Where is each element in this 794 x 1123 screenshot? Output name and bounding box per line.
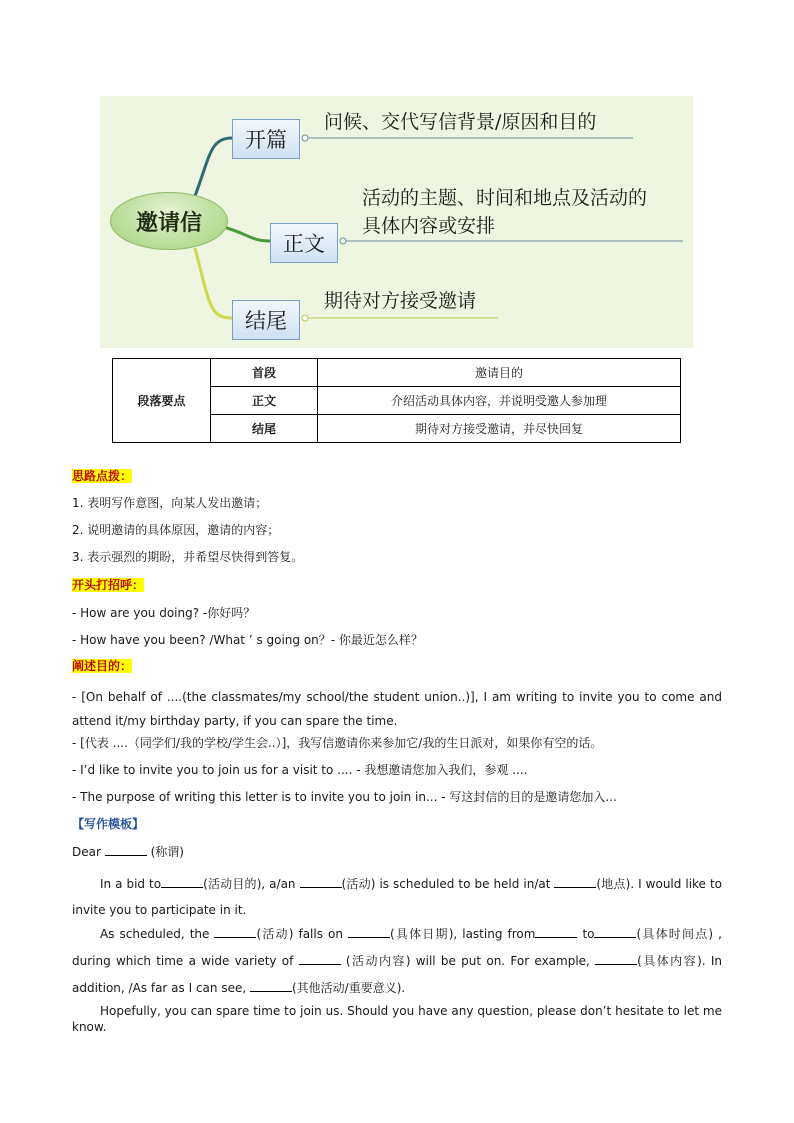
mindmap-text-zhengwen-2: 具体内容或安排 bbox=[362, 215, 496, 237]
mindmap-node-kaipian: 开篇 bbox=[232, 119, 300, 159]
template-heading: 【写作模板】 bbox=[72, 817, 145, 831]
blank bbox=[595, 953, 637, 965]
tips-item: 1. 表明写作意图，向某人发出邀请； bbox=[72, 496, 268, 510]
template-dear-label: Dear bbox=[72, 845, 101, 859]
blank bbox=[300, 876, 342, 888]
tips-item: 2. 说明邀请的具体原因，邀请的内容； bbox=[72, 523, 280, 537]
blank bbox=[554, 876, 596, 888]
template-text: (活动目的), a/an bbox=[203, 877, 296, 891]
purpose-p1: - [On behalf of ....(the classmates/my school/the student union..)], I am writing to invite you to come and attend it/my birthday party, if you can spare the time. bbox=[72, 690, 722, 728]
template-text: (地点). I would like to invite you to participate in it. bbox=[72, 877, 722, 917]
template-text: (活动) falls on bbox=[256, 927, 343, 941]
mindmap bbox=[100, 96, 693, 348]
template-para1 bbox=[72, 871, 722, 923]
blank bbox=[594, 926, 636, 938]
blank bbox=[348, 926, 390, 938]
template-text: (活动) is scheduled to be held in/at bbox=[341, 877, 551, 891]
greeting-item: - How have you been? /What ’ s going on？- 你最近怎么样？ bbox=[72, 633, 423, 647]
mindmap-node-zhengwen: 正文 bbox=[270, 223, 338, 263]
template-text: (活动内容) will be put on. For example, bbox=[345, 954, 590, 968]
paragraph-table bbox=[112, 358, 681, 443]
blank bbox=[535, 926, 577, 938]
purpose-p3: - I’d like to invite you to join us for a visit to .... - 我想邀请您加入我们，参观 .... bbox=[72, 763, 528, 777]
table-cell-content: 期待对方接受邀请，并尽快回复 bbox=[318, 415, 681, 443]
connector-jiewei bbox=[195, 248, 232, 318]
template-para3: Hopefully, you can spare time to join us. Should you have any question, please don’t hesitate to let me know. bbox=[72, 1004, 722, 1034]
connector-zhengwen bbox=[220, 226, 270, 241]
connector-kaipian bbox=[195, 138, 232, 196]
blank bbox=[250, 980, 292, 992]
template-para2 bbox=[72, 921, 722, 1002]
mindmap-text-jiewei: 期待对方接受邀请 bbox=[324, 290, 477, 312]
purpose-p4: - The purpose of writing this letter is to invite you to join in... - 写这封信的目的是邀请您加入... bbox=[72, 790, 617, 804]
purpose-heading: 阐述目的： bbox=[72, 659, 133, 673]
table-cell-content: 介绍活动具体内容，并说明受邀人参加理 bbox=[318, 387, 681, 415]
tips-item: 3. 表示强烈的期盼，并希望尽快得到答复。 bbox=[72, 550, 304, 564]
table-row-header: 段落要点 bbox=[113, 359, 211, 443]
template-dear bbox=[72, 844, 722, 860]
mindmap-text-kaipian: 问候、交代写信背景/原因和目的 bbox=[324, 111, 597, 133]
template-text: to bbox=[582, 927, 595, 941]
blank bbox=[105, 844, 147, 856]
table-cell-content: 邀请目的 bbox=[318, 359, 681, 387]
greeting-heading: 开头打招呼： bbox=[72, 578, 145, 592]
tips-heading: 思路点拨： bbox=[72, 469, 133, 483]
table-cell-section: 结尾 bbox=[211, 415, 318, 443]
blank bbox=[161, 876, 203, 888]
mindmap-node-jiewei: 结尾 bbox=[232, 300, 300, 340]
table-cell-section: 首段 bbox=[211, 359, 318, 387]
mindmap-text-zhengwen-1: 活动的主题、时间和地点及活动的 bbox=[362, 187, 648, 209]
tips-heading-wrap bbox=[72, 468, 722, 484]
blank bbox=[214, 926, 256, 938]
template-dear-tail: (称谓) bbox=[150, 845, 184, 859]
blank bbox=[299, 953, 341, 965]
template-text: (具体时间点) , during which time a wide variety of bbox=[72, 927, 722, 968]
template-text: In a bid to bbox=[100, 877, 162, 891]
template-text: (具体日期), lasting from bbox=[389, 927, 536, 941]
template-text: (其他活动/重要意义). bbox=[292, 981, 406, 995]
mindmap-root: 邀请信 bbox=[110, 192, 228, 250]
greeting-item: - How are you doing? -你好吗？ bbox=[72, 606, 256, 620]
template-text: (具体内容). In addition, /As far as I can see, bbox=[72, 954, 722, 995]
purpose-heading-wrap bbox=[72, 658, 722, 674]
greeting-heading-wrap bbox=[72, 577, 722, 593]
table-cell-section: 正文 bbox=[211, 387, 318, 415]
template-text: As scheduled, the bbox=[100, 927, 210, 941]
purpose-p2: - [代表 ....（同学们/我的学校/学生会..）]，我写信邀请你来参加它/我的生日派对，如果你有空的话。 bbox=[72, 736, 603, 750]
table-row bbox=[113, 359, 681, 387]
